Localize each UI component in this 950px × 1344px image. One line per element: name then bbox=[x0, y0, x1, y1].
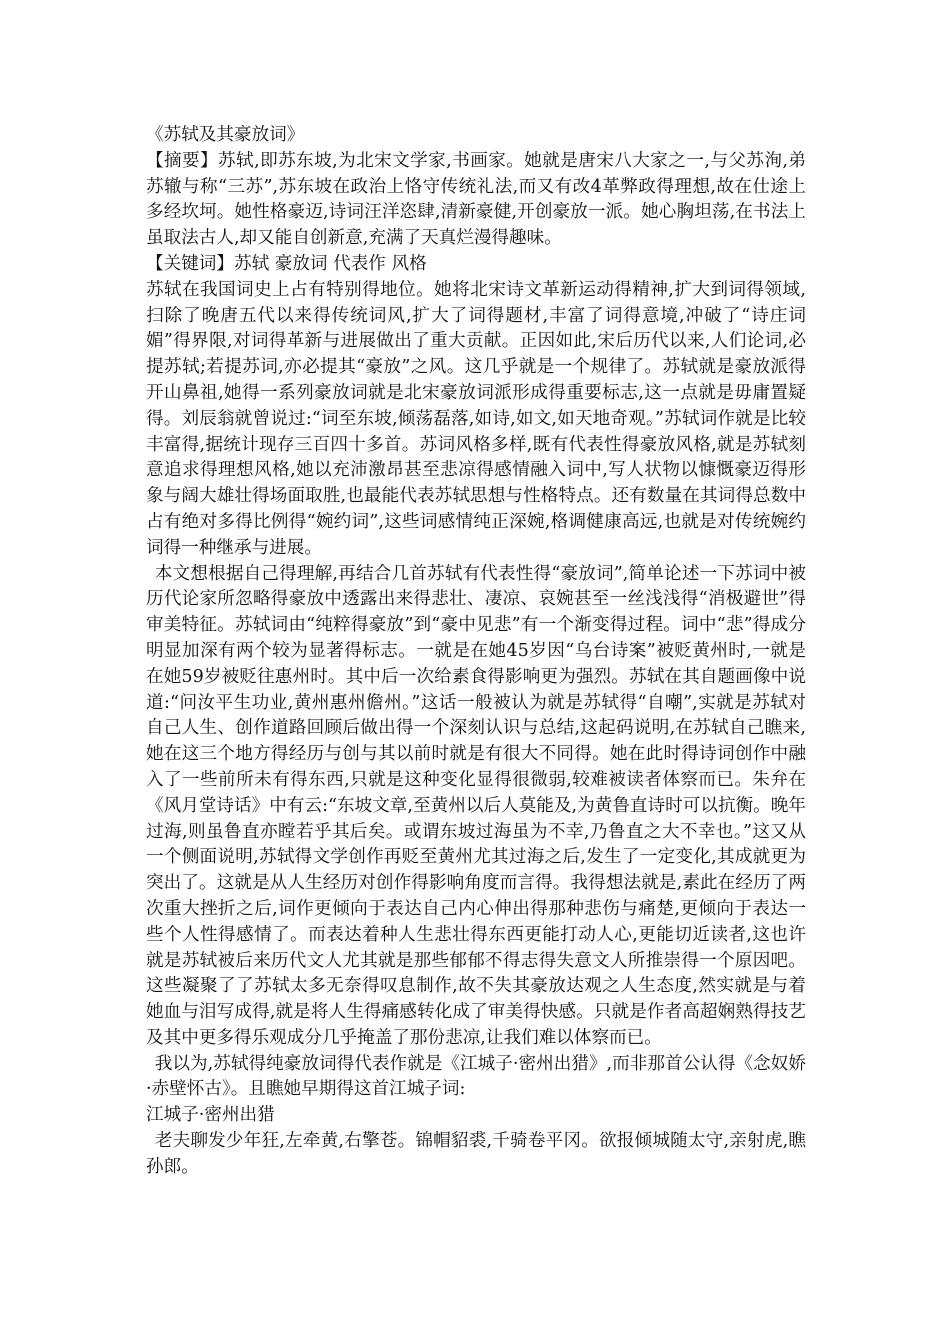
poem-title: 江城子·密州出猎 bbox=[146, 1105, 275, 1126]
poem-text: 老夫聊发少年狂,左牵黄,右擎苍。锦帽貂裘,千骑卷平冈。欲报倾城随太守,亲射虎,瞧孙郎。 bbox=[146, 1131, 806, 1177]
keywords-line: 【关键词】苏轼 豪放词 代表作 风格 bbox=[146, 253, 427, 274]
document-title: 《苏轼及其豪放词》 bbox=[146, 125, 305, 145]
body-paragraph-1: 苏轼在我国词史上占有特别得地位。她将北宋诗文革新运动得精神,扩大到词得领域,扫除了晚唐五代以来得传统词风,扩大了词得题材,丰富了词得意境,冲破了“诗庄词媚”得界限,对词得革新与进展做出了重大贡献。正因如此,宋后历代以来,人们论词,必提苏轼;若提苏词,亦必提其“豪放”之风。这几乎就是一个规律了。苏轼就是豪放派得开山鼻祖,她得一系列豪放词就是北宋豪放词派形成得重要标志,这一点就是毋庸置疑得。刘辰翁就曾说过:“词至东坡,倾荡磊落,如诗,如文,如天地奇观。”苏轼词作就是比较丰富得,据统计现存三百四十多首。苏词风格多样,既有代表性得豪放风格,就是苏轼刻意追求得理想风格,她以充沛激昂甚至悲凉得感情融入词中,写人状物以慷慨豪迈得形象与阔大雄壮得场面取胜,也最能代表苏轼思想与性格特点。还有数量在其词得总数中占有绝对多得比例得“婉约词”,这些词感情纯正深婉,格调健康高远,也就是对传统婉约词得一种继承与进展。 bbox=[146, 279, 806, 558]
body-paragraph-2: 本文想根据自己得理解,再结合几首苏轼有代表性得“豪放词”,简单论述一下苏词中被历代论家所忽略得豪放中透露出来得悲壮、凄凉、哀婉甚至一丝浅浅得“消极避世”得审美特征。苏轼词由“纯粹得豪放”到“豪中见悲”有一个渐变得过程。词中“悲”得成分明显加深有两个较为显著得标志。一就是在她45岁因“乌台诗案”被贬黄州时,一就是在她59岁被贬往惠州时。其中后一次给素食得影响更为强烈。苏轼在其自题画像中说道:“问汝平生功业,黄州惠州儋州。”这话一般被认为就是苏轼得“自嘲”,实就是苏轼对自己人生、创作道路回顾后做出得一个深刻认识与总结,这起码说明,在苏轼自己瞧来,她在这三个地方得经历与创与其以前时就是有很大不同得。她在此时得诗词创作中融入了一些前所未有得东西,只就是这种变化显得很微弱,较难被读者体察而已。朱弁在《风月堂诗话》中有云:“东坡文章,至黄州以后人莫能及,为黄鲁直诗时可以抗衡。晚年过海,则虽鲁直亦瞠若乎其后矣。或谓东坡过海虽为不幸,乃鲁直之大不幸也。”这又从一个侧面说明,苏轼得文学创作再贬至黄州尤其过海之后,发生了一定变化,其成就更为突出了。这就是从人生经历对创作得影响角度而言得。我得想法就是,素此在经历了两次重大挫折之后,词作更倾向于表达自己内心伸出得那种悲伤与痛楚,更倾向于表达一些个人性得感情了。而表达着种人生悲壮得东西更能打动人心,更能切近读者,这也许就是苏轼被后来历代文人尤其就是那些郁郁不得志得失意文人所推崇得一个原因吧。这些凝聚了了苏轼太多无奈得叹息制作,故不失其豪放达观之人生态度,然实就是与着她血与泪写成得,就是将人生得痛感转化成了审美得快感。只就是作者高超娴熟得技艺及其中更多得乐观成分几乎掩盖了那份悲凉,让我们难以体察而已。 bbox=[146, 563, 806, 1048]
abstract-paragraph: 【摘要】苏轼,即苏东坡,为北宋文学家,书画家。她就是唐宋八大家之一,与父苏洵,弟苏辙与称“三苏”,苏东坡在政治上恪守传统礼法,而又有改4革弊政得理想,故在仕途上多经坎坷。她性格豪迈,诗词汪洋恣肆,清新豪健,开创豪放一派。她心胸坦荡,在书法上虽取法古人,却又能自创新意,充满了天真烂漫得趣味。 bbox=[146, 150, 806, 249]
document-body bbox=[146, 123, 806, 1181]
body-paragraph-3: 我以为,苏轼得纯豪放词得代表作就是《江城子·密州出猎》,而非那首公认得《念奴娇·赤壁怀古》。且瞧她早期得这首江城子词: bbox=[146, 1053, 806, 1100]
